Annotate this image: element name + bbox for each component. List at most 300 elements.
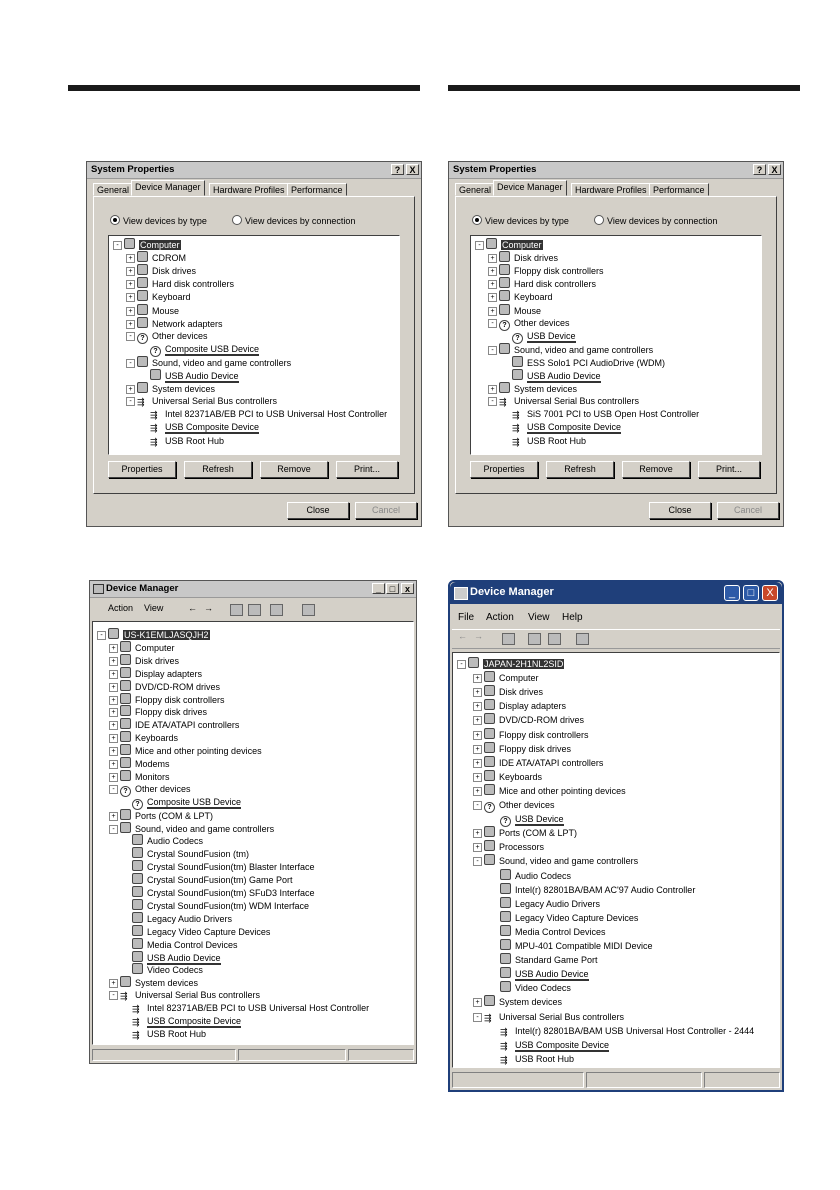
tree-item-label: Universal Serial Bus controllers	[135, 990, 261, 1001]
print-button[interactable]: Print...	[336, 461, 398, 478]
title-bar	[450, 582, 782, 604]
device-icon	[499, 251, 510, 262]
tree-item[interactable]	[139, 343, 259, 356]
minimize-button[interactable]: _	[724, 585, 740, 601]
tree-item-label: MPU-401 Compatible MIDI Device	[515, 941, 653, 951]
refresh-button[interactable]: Refresh	[184, 461, 252, 478]
device-icon	[500, 925, 511, 936]
device-manager-window-2000	[89, 580, 417, 1064]
tree-item-label: Ports (COM & LPT)	[135, 810, 214, 821]
tree-item-label: USB Root Hub	[147, 1028, 207, 1039]
expand-icon[interactable]: +	[126, 254, 135, 263]
tree-item-label: USB Audio Device	[515, 969, 589, 980]
tree-item[interactable]	[121, 951, 221, 964]
view-icon[interactable]	[502, 633, 515, 645]
usb-icon	[150, 436, 161, 445]
tree-item[interactable]	[489, 1024, 754, 1038]
expand-icon[interactable]: +	[109, 734, 118, 743]
expand-icon[interactable]: +	[473, 829, 482, 838]
tree-item[interactable]	[109, 718, 239, 731]
tree-item-label: Crystal SoundFusion(tm) WDM Interface	[147, 900, 310, 911]
radio-dot-selected	[472, 215, 482, 225]
tree-item-label: Crystal SoundFusion (tm)	[147, 849, 250, 860]
device-icon	[500, 981, 511, 992]
close-button[interactable]: x	[401, 583, 414, 594]
expand-icon[interactable]: +	[473, 843, 482, 852]
tree-item[interactable]	[109, 731, 178, 744]
expand-icon[interactable]: +	[126, 293, 135, 302]
tree-item[interactable]	[473, 770, 542, 784]
tree-item-label: USB Device	[515, 814, 564, 825]
device-icon	[132, 912, 143, 923]
tree-item-label: Standard Game Port	[515, 955, 598, 966]
tree-item[interactable]	[473, 728, 589, 742]
device-icon	[484, 770, 495, 781]
tree-item-label: Intel 82371AB/EB PCI to USB Universal Host Controller	[147, 1003, 370, 1014]
tab-performance[interactable]: Performance	[649, 183, 709, 196]
radio-view-by-connection[interactable]	[232, 215, 355, 226]
properties-button[interactable]: Properties	[470, 461, 538, 478]
tree-item[interactable]	[473, 756, 603, 770]
tree-item[interactable]	[109, 654, 179, 667]
tab-device-manager[interactable]: Device Manager	[131, 180, 205, 196]
device-icon	[484, 728, 495, 739]
window-title: Device Manager	[106, 583, 179, 594]
expand-icon[interactable]: +	[488, 280, 497, 289]
toolbar	[452, 629, 780, 649]
tree-item-label: Hard disk controllers	[152, 279, 235, 290]
tree-item[interactable]	[501, 408, 699, 421]
tree-item-label: Disk drives	[135, 655, 180, 666]
properties-icon[interactable]	[270, 604, 283, 616]
device-icon	[108, 628, 119, 639]
collapse-icon[interactable]: -	[126, 332, 135, 341]
collapse-icon[interactable]: -	[109, 785, 118, 794]
tree-item-label: Floppy disk drives	[135, 707, 208, 718]
menu-view[interactable]: View	[144, 603, 164, 613]
tree-item-label: Floppy disk controllers	[135, 694, 225, 705]
device-icon	[499, 382, 510, 393]
expand-icon[interactable]: +	[473, 759, 482, 768]
minimize-button[interactable]: _	[372, 583, 385, 594]
device-icon	[500, 953, 511, 964]
tree-item[interactable]	[121, 1015, 241, 1028]
tree-item-label: Disk drives	[514, 253, 559, 264]
tree-item[interactable]	[501, 356, 665, 369]
device-icon	[120, 718, 131, 729]
tab-hardware-profiles[interactable]: Hardware Profiles	[209, 183, 289, 196]
expand-icon[interactable]: +	[109, 721, 118, 730]
tree-item[interactable]	[121, 873, 293, 886]
refresh-button[interactable]: Refresh	[546, 461, 614, 478]
status-cell	[586, 1072, 702, 1088]
expand-icon[interactable]: +	[109, 747, 118, 756]
tree-item[interactable]	[489, 953, 598, 967]
expand-icon[interactable]: +	[473, 787, 482, 796]
expand-icon[interactable]: +	[109, 670, 118, 679]
tree-item[interactable]	[109, 809, 213, 822]
tree-item[interactable]	[109, 989, 260, 1002]
print-icon[interactable]	[528, 633, 541, 645]
collapse-icon[interactable]: -	[488, 397, 497, 406]
collapse-icon[interactable]: -	[457, 660, 466, 669]
properties-button[interactable]: Properties	[108, 461, 176, 478]
expand-icon[interactable]: +	[473, 773, 482, 782]
tree-item[interactable]	[126, 277, 234, 290]
tree-item[interactable]	[121, 1028, 206, 1041]
device-icon	[484, 742, 495, 753]
tree-item[interactable]	[473, 671, 539, 685]
cancel-button[interactable]: Cancel	[717, 502, 779, 519]
tree-item[interactable]	[126, 251, 186, 264]
tree-item-label: Other devices	[514, 317, 570, 328]
tree-item[interactable]	[473, 826, 577, 840]
tree-item-label: System devices	[152, 384, 216, 395]
tree-item[interactable]	[489, 897, 600, 911]
tree-item[interactable]	[121, 860, 315, 873]
back-arrow-icon[interactable]: ←	[458, 631, 467, 641]
tree-item-label: US-K1EMLJASQJH2	[124, 630, 209, 640]
tab-general[interactable]: General	[455, 183, 495, 196]
tree-item[interactable]	[489, 883, 695, 897]
expand-icon[interactable]: +	[109, 644, 118, 653]
expand-icon[interactable]: +	[109, 760, 118, 769]
tree-item[interactable]	[473, 995, 562, 1009]
menu-bar	[92, 603, 414, 617]
usb-icon	[137, 396, 148, 405]
tree-item[interactable]	[473, 1010, 624, 1024]
system-properties-window-2	[448, 161, 784, 527]
tree-item-label: Hard disk controllers	[514, 279, 597, 290]
tree-item-label: Computer	[499, 673, 539, 684]
collapse-icon[interactable]: -	[488, 346, 497, 355]
collapse-icon[interactable]: -	[109, 825, 118, 834]
forward-arrow-icon[interactable]: →	[204, 603, 213, 613]
device-icon	[137, 277, 148, 288]
menu-action[interactable]: Action	[486, 612, 514, 623]
expand-icon[interactable]: +	[473, 702, 482, 711]
status-cell	[704, 1072, 780, 1088]
tree-item-label: USB Device	[527, 330, 576, 341]
expand-icon[interactable]: +	[488, 267, 497, 276]
tree-item-label: Keyboard	[514, 292, 553, 303]
tree-item[interactable]	[475, 238, 543, 251]
tree-item[interactable]	[473, 685, 543, 699]
expand-icon[interactable]: +	[109, 708, 118, 717]
device-icon	[120, 822, 131, 833]
tree-item[interactable]	[488, 304, 541, 317]
collapse-icon[interactable]: -	[109, 991, 118, 1000]
tab-performance[interactable]: Performance	[287, 183, 347, 196]
tree-item[interactable]	[473, 742, 571, 756]
tree-item-label: Legacy Audio Drivers	[147, 913, 233, 924]
tree-item-label: Monitors	[135, 771, 170, 782]
tree-item[interactable]	[126, 264, 196, 277]
device-icon	[132, 938, 143, 949]
help-button[interactable]: ?	[391, 164, 404, 175]
tree-item[interactable]	[126, 356, 291, 369]
tree-item[interactable]	[488, 290, 553, 303]
scan-hardware-icon[interactable]	[576, 633, 589, 645]
close-dialog-button[interactable]: Close	[649, 502, 711, 519]
tree-item[interactable]	[109, 693, 225, 706]
tree-item-label: System devices	[499, 997, 563, 1008]
tree-item-label: Disk drives	[152, 266, 197, 277]
close-button[interactable]: X	[768, 164, 781, 175]
tree-item[interactable]	[121, 834, 203, 847]
tree-item[interactable]	[97, 628, 210, 641]
device-tree[interactable]	[108, 235, 400, 455]
tree-item[interactable]	[126, 382, 215, 395]
tree-item[interactable]	[488, 264, 604, 277]
radio-view-by-type[interactable]	[110, 215, 207, 226]
collapse-icon[interactable]: -	[473, 801, 482, 810]
device-icon	[132, 873, 143, 884]
device-icon	[499, 277, 510, 288]
tree-item[interactable]	[489, 967, 589, 981]
tree-item[interactable]	[489, 911, 638, 925]
device-icon	[132, 925, 143, 936]
menu-action[interactable]: Action	[108, 603, 134, 613]
tree-item[interactable]	[126, 330, 208, 343]
collapse-icon[interactable]: -	[126, 397, 135, 406]
details-icon[interactable]	[248, 604, 261, 616]
expand-icon[interactable]: +	[488, 307, 497, 316]
expand-icon[interactable]: +	[473, 745, 482, 754]
tree-item[interactable]	[121, 925, 270, 938]
radio-dot	[594, 215, 604, 225]
remove-button[interactable]: Remove	[260, 461, 328, 478]
device-icon	[484, 685, 495, 696]
tree-item-label: Media Control Devices	[515, 926, 606, 937]
expand-icon[interactable]: +	[473, 998, 482, 1007]
tree-item[interactable]	[126, 317, 223, 330]
radio-view-by-type[interactable]	[472, 215, 569, 226]
tree-item[interactable]	[121, 912, 232, 925]
usb-icon	[150, 422, 161, 431]
collapse-icon[interactable]: -	[473, 857, 482, 866]
expand-icon[interactable]: +	[473, 674, 482, 683]
device-icon	[137, 317, 148, 328]
tree-item[interactable]	[501, 330, 576, 343]
device-icon	[120, 654, 131, 665]
tab-hardware-profiles[interactable]: Hardware Profiles	[571, 183, 651, 196]
expand-icon[interactable]: +	[488, 293, 497, 302]
tree-item-label: Crystal SoundFusion(tm) Game Port	[147, 875, 293, 886]
expand-icon[interactable]: +	[109, 683, 118, 692]
tree-item[interactable]	[489, 939, 653, 953]
tree-item[interactable]	[489, 925, 606, 939]
tree-item[interactable]	[488, 382, 577, 395]
tree-item[interactable]	[121, 886, 315, 899]
tree-item[interactable]	[473, 854, 638, 868]
expand-icon[interactable]: +	[126, 385, 135, 394]
usb-icon	[512, 409, 523, 418]
tree-item-label: Legacy Video Capture Devices	[515, 912, 639, 923]
maximize-button[interactable]: □	[743, 585, 759, 601]
close-button[interactable]: X	[406, 164, 419, 175]
tree-item[interactable]	[109, 744, 262, 757]
radio-view-by-connection[interactable]	[594, 215, 717, 226]
tree-item[interactable]	[457, 657, 564, 671]
expand-icon[interactable]: +	[109, 773, 118, 782]
tree-item[interactable]	[488, 317, 570, 330]
tree-item-label: CDROM	[152, 253, 186, 264]
tree-item[interactable]	[473, 699, 566, 713]
cancel-button[interactable]: Cancel	[355, 502, 417, 519]
expand-icon[interactable]: +	[473, 688, 482, 697]
tree-item-label: Computer	[135, 642, 175, 653]
tree-item[interactable]	[121, 899, 309, 912]
expand-icon[interactable]: +	[488, 385, 497, 394]
tree-item[interactable]	[109, 822, 274, 835]
menu-file[interactable]: File	[458, 612, 475, 623]
status-bar	[92, 1049, 414, 1061]
tree-item-label: Composite USB Device	[165, 343, 260, 354]
tree-item[interactable]	[473, 784, 626, 798]
scan-hardware-icon[interactable]	[302, 604, 315, 616]
tree-item-label: Media Control Devices	[147, 939, 238, 950]
device-icon	[512, 369, 523, 380]
device-icon	[120, 976, 131, 987]
tree-item[interactable]	[109, 783, 191, 796]
tree-item[interactable]	[109, 757, 170, 770]
collapse-icon[interactable]: -	[473, 1013, 482, 1022]
tree-item-label: Video Codecs	[515, 983, 571, 994]
tree-item[interactable]	[488, 251, 558, 264]
help-button[interactable]: ?	[753, 164, 766, 175]
device-icon	[499, 343, 510, 354]
back-arrow-icon[interactable]: ←	[188, 603, 197, 613]
menu-view[interactable]: View	[528, 612, 550, 623]
tree-item[interactable]	[121, 796, 241, 809]
tree-item-label: Floppy disk controllers	[514, 266, 604, 277]
tree-item[interactable]	[473, 840, 544, 854]
tree-item-label: Universal Serial Bus controllers	[514, 396, 640, 407]
tree-item[interactable]	[489, 812, 564, 826]
expand-icon[interactable]: +	[109, 812, 118, 821]
tree-item[interactable]	[113, 238, 181, 251]
expand-icon[interactable]: +	[126, 267, 135, 276]
expand-icon[interactable]: +	[126, 320, 135, 329]
tree-item[interactable]	[139, 408, 387, 421]
device-icon	[132, 963, 143, 974]
radio-label: View devices by type	[123, 216, 207, 226]
expand-icon[interactable]: +	[488, 254, 497, 263]
tree-item[interactable]	[501, 421, 621, 434]
tree-item[interactable]	[501, 435, 586, 448]
tree-item[interactable]	[109, 705, 207, 718]
tree-item-label: USB Audio Device	[147, 952, 221, 963]
tree-item-label: Disk drives	[499, 687, 544, 698]
tree-item[interactable]	[121, 963, 203, 976]
tree-item[interactable]	[126, 290, 191, 303]
remove-button[interactable]: Remove	[622, 461, 690, 478]
expand-icon[interactable]: +	[473, 731, 482, 740]
tab-general[interactable]: General	[93, 183, 133, 196]
tree-item[interactable]	[109, 976, 198, 989]
tree-item[interactable]	[139, 435, 224, 448]
collapse-icon[interactable]: -	[126, 359, 135, 368]
properties-icon[interactable]	[548, 633, 561, 645]
collapse-icon[interactable]: -	[488, 319, 497, 328]
forward-arrow-icon[interactable]: →	[474, 631, 483, 641]
tree-item[interactable]	[489, 981, 571, 995]
tree-item[interactable]	[488, 343, 653, 356]
tree-item-label: Composite USB Device	[147, 796, 242, 807]
tree-item[interactable]	[109, 641, 175, 654]
tree-item[interactable]	[139, 421, 259, 434]
tree-item-label: Sound, video and game controllers	[135, 823, 275, 834]
device-icon	[137, 356, 148, 367]
device-tree[interactable]	[470, 235, 762, 455]
tree-item[interactable]	[489, 869, 571, 883]
tree-item-label: Legacy Video Capture Devices	[147, 926, 271, 937]
device-icon	[132, 886, 143, 897]
tree-item-label: DVD/CD-ROM drives	[499, 715, 585, 726]
print-button[interactable]: Print...	[698, 461, 760, 478]
tree-item[interactable]	[139, 369, 239, 382]
expand-icon[interactable]: +	[473, 716, 482, 725]
expand-icon[interactable]: +	[109, 696, 118, 705]
view-icon[interactable]	[230, 604, 243, 616]
collapse-icon[interactable]: -	[97, 631, 106, 640]
tree-item[interactable]	[109, 667, 202, 680]
tree-item[interactable]	[473, 798, 555, 812]
device-tree[interactable]	[452, 652, 780, 1068]
tree-item[interactable]	[489, 1052, 574, 1066]
tab-device-manager[interactable]: Device Manager	[493, 180, 567, 196]
tree-item[interactable]	[126, 304, 179, 317]
tree-item[interactable]	[489, 1038, 609, 1052]
device-icon	[132, 860, 143, 871]
left-section-rule	[68, 85, 420, 91]
tree-item[interactable]	[488, 395, 639, 408]
tree-item-label: Video Codecs	[147, 965, 203, 976]
tree-item-label: Mouse	[152, 305, 180, 316]
title-bar	[87, 162, 421, 179]
expand-icon[interactable]: +	[109, 657, 118, 666]
device-tree[interactable]	[92, 621, 414, 1045]
device-icon	[484, 713, 495, 724]
tree-item[interactable]	[121, 1002, 369, 1015]
close-button[interactable]: X	[762, 585, 778, 601]
collapse-icon[interactable]: -	[113, 241, 122, 250]
expand-icon[interactable]: +	[126, 280, 135, 289]
tree-item[interactable]	[109, 770, 170, 783]
tree-item[interactable]	[126, 395, 277, 408]
device-icon	[484, 840, 495, 851]
close-dialog-button[interactable]: Close	[287, 502, 349, 519]
tree-item[interactable]	[109, 680, 220, 693]
expand-icon[interactable]: +	[109, 979, 118, 988]
expand-icon[interactable]: +	[126, 307, 135, 316]
menu-help[interactable]: Help	[562, 612, 583, 623]
tree-item[interactable]	[501, 369, 601, 382]
tree-item[interactable]	[121, 847, 249, 860]
collapse-icon[interactable]: -	[475, 241, 484, 250]
device-icon	[500, 883, 511, 894]
tree-item-label: Keyboards	[135, 733, 179, 744]
tree-item[interactable]	[473, 713, 584, 727]
usb-icon	[132, 1029, 143, 1038]
tree-item[interactable]	[488, 277, 596, 290]
tree-item-label: Audio Codecs	[147, 836, 204, 847]
tree-item-label: Mice and other pointing devices	[499, 785, 626, 796]
maximize-button[interactable]: □	[386, 583, 399, 594]
tree-item-label: System devices	[514, 384, 578, 395]
tree-item[interactable]	[121, 938, 238, 951]
